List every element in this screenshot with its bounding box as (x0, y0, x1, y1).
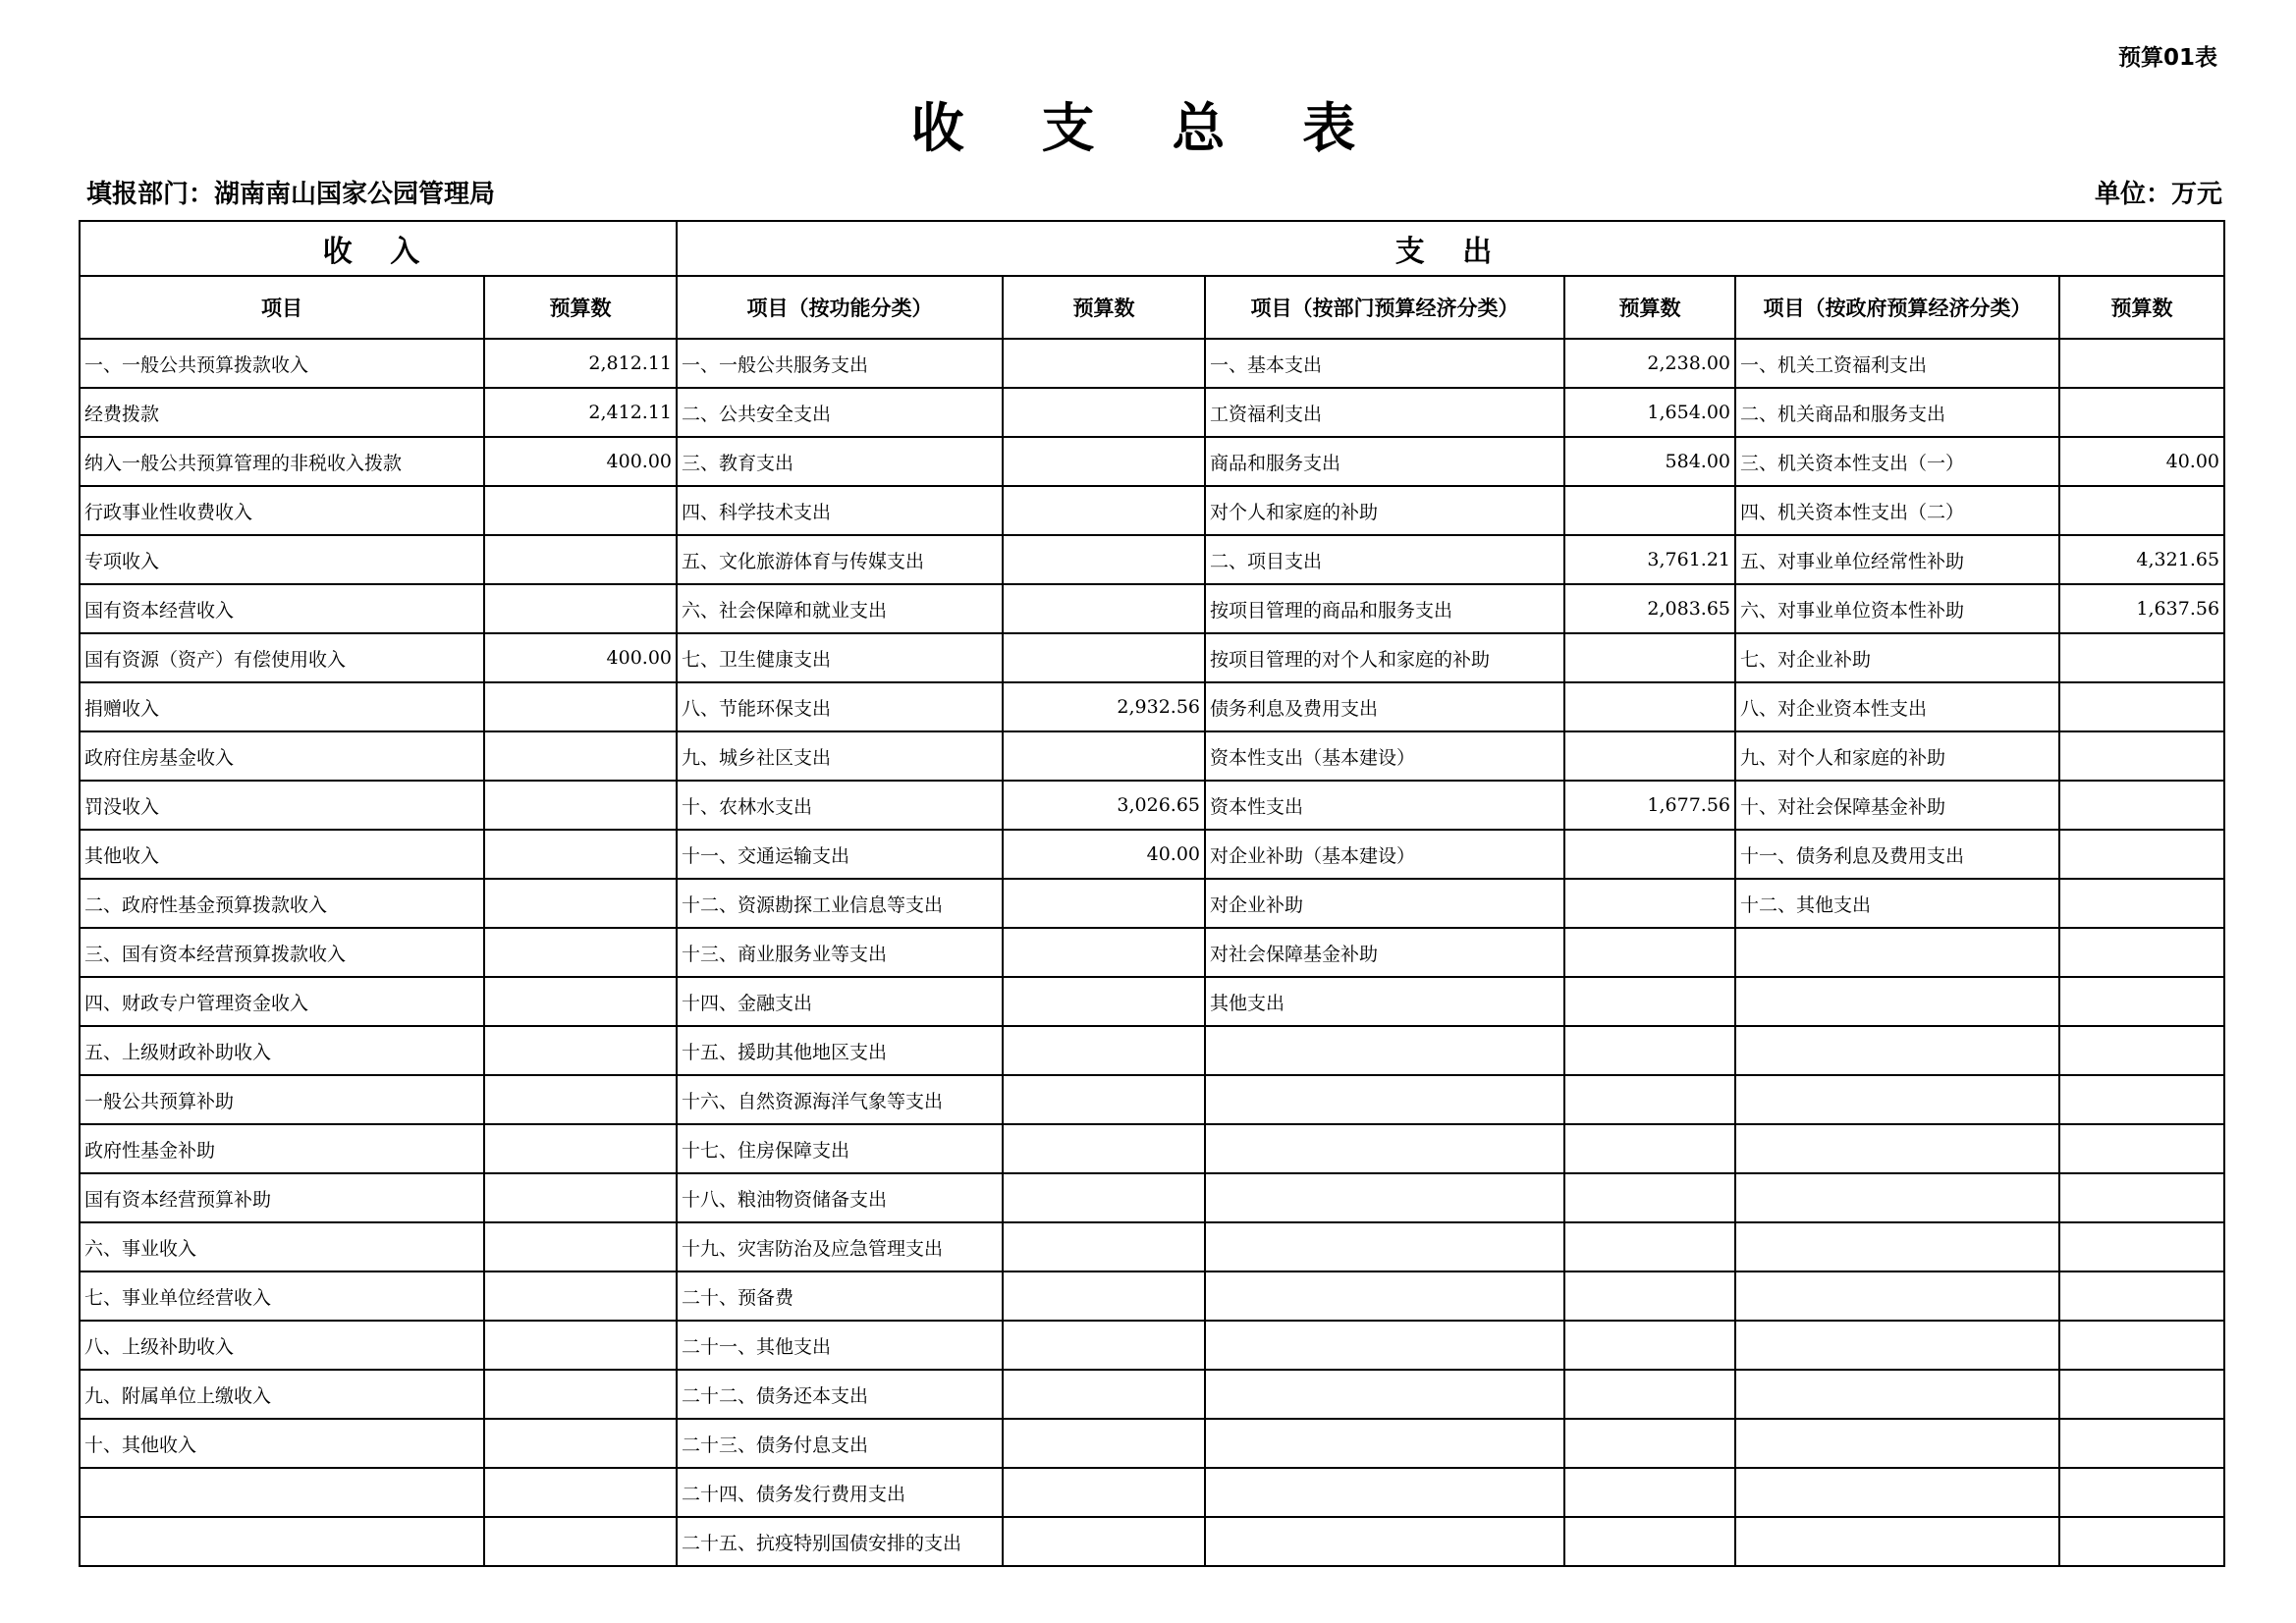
income-item-cell: 国有资源（资产）有偿使用收入 (80, 633, 484, 682)
gov-econ-amount-cell (2059, 731, 2224, 781)
income-amount-cell: 2,812.11 (484, 339, 677, 388)
dept-econ-item-cell: 其他支出 (1205, 977, 1564, 1026)
income-item-cell: 十、其他收入 (80, 1419, 484, 1468)
function-amount-cell (1003, 1468, 1205, 1517)
gov-econ-item-cell: 十二、其他支出 (1735, 879, 2059, 928)
dept-econ-item-cell: 对个人和家庭的补助 (1205, 486, 1564, 535)
gov-econ-item-cell (1735, 1517, 2059, 1566)
function-amount-cell: 3,026.65 (1003, 781, 1205, 830)
table-row (80, 1517, 2224, 1566)
gov-econ-amount-cell (2059, 339, 2224, 388)
income-item-cell: 国有资本经营收入 (80, 584, 484, 633)
income-item-cell: 经费拨款 (80, 388, 484, 437)
income-item-cell: 八、上级补助收入 (80, 1321, 484, 1370)
gov-econ-amount-cell (2059, 682, 2224, 731)
dept-econ-item-cell: 对社会保障基金补助 (1205, 928, 1564, 977)
function-item-cell: 十八、粮油物资储备支出 (677, 1173, 1003, 1222)
gov-econ-amount-cell (2059, 1222, 2224, 1271)
function-item-cell: 十一、交通运输支出 (677, 830, 1003, 879)
dept-econ-item-cell (1205, 1517, 1564, 1566)
table-row (80, 1419, 2224, 1468)
function-amount-cell (1003, 731, 1205, 781)
dept-econ-amount-cell (1564, 682, 1735, 731)
gov-econ-item-cell (1735, 1419, 2059, 1468)
income-amount-cell (484, 1124, 677, 1173)
income-amount-cell (484, 928, 677, 977)
function-amount-cell (1003, 928, 1205, 977)
function-item-cell: 十七、住房保障支出 (677, 1124, 1003, 1173)
function-item-cell: 十五、援助其他地区支出 (677, 1026, 1003, 1075)
dept-econ-amount-cell (1564, 731, 1735, 781)
gov-econ-amount-cell (2059, 879, 2224, 928)
income-item-cell: 捐赠收入 (80, 682, 484, 731)
function-item-cell: 二十二、债务还本支出 (677, 1370, 1003, 1419)
gov-econ-amount-cell (2059, 928, 2224, 977)
gov-econ-item-cell (1735, 1222, 2059, 1271)
income-amount-cell: 400.00 (484, 633, 677, 682)
gov-econ-amount-cell (2059, 1468, 2224, 1517)
dept-econ-amount-cell (1564, 1124, 1735, 1173)
function-item-cell: 一、一般公共服务支出 (677, 339, 1003, 388)
function-amount-cell (1003, 1321, 1205, 1370)
function-item-cell: 十六、自然资源海洋气象等支出 (677, 1075, 1003, 1124)
table-row (80, 339, 2224, 388)
function-item-cell: 二十三、债务付息支出 (677, 1419, 1003, 1468)
table-row (80, 928, 2224, 977)
function-amount-cell (1003, 879, 1205, 928)
gov-econ-amount-cell (2059, 1124, 2224, 1173)
income-amount-cell (484, 584, 677, 633)
function-item-cell: 四、科学技术支出 (677, 486, 1003, 535)
income-item-cell: 一般公共预算补助 (80, 1075, 484, 1124)
gov-econ-item-cell: 十、对社会保障基金补助 (1735, 781, 2059, 830)
gov-econ-item-cell (1735, 928, 2059, 977)
dept-econ-amount-cell (1564, 486, 1735, 535)
table-row (80, 1370, 2224, 1419)
income-item-cell: 政府住房基金收入 (80, 731, 484, 781)
function-item-cell: 六、社会保障和就业支出 (677, 584, 1003, 633)
function-amount-cell (1003, 535, 1205, 584)
gov-econ-amount-cell (2059, 977, 2224, 1026)
gov-econ-item-cell: 三、机关资本性支出（一） (1735, 437, 2059, 486)
income-amount-cell (484, 1026, 677, 1075)
income-amount-cell (484, 830, 677, 879)
income-item-cell (80, 1517, 484, 1566)
function-amount-cell (1003, 1222, 1205, 1271)
table-row (80, 584, 2224, 633)
income-amount-cell (484, 1075, 677, 1124)
function-amount-cell (1003, 339, 1205, 388)
gov-econ-item-cell (1735, 1321, 2059, 1370)
col-header-function-item: 项目（按功能分类） (677, 276, 1003, 339)
income-item-cell: 三、国有资本经营预算拨款收入 (80, 928, 484, 977)
gov-econ-amount-cell (2059, 1271, 2224, 1321)
table-row (80, 1321, 2224, 1370)
dept-econ-amount-cell (1564, 1271, 1735, 1321)
dept-econ-item-cell (1205, 1370, 1564, 1419)
function-amount-cell (1003, 1026, 1205, 1075)
dept-econ-item-cell (1205, 1321, 1564, 1370)
function-item-cell: 十二、资源勘探工业信息等支出 (677, 879, 1003, 928)
table-row (80, 437, 2224, 486)
gov-econ-amount-cell: 40.00 (2059, 437, 2224, 486)
function-amount-cell (1003, 977, 1205, 1026)
gov-econ-item-cell (1735, 1026, 2059, 1075)
function-amount-cell (1003, 1124, 1205, 1173)
table-row (80, 1026, 2224, 1075)
income-item-cell: 四、财政专户管理资金收入 (80, 977, 484, 1026)
gov-econ-item-cell: 九、对个人和家庭的补助 (1735, 731, 2059, 781)
gov-econ-item-cell: 八、对企业资本性支出 (1735, 682, 2059, 731)
table-row (80, 1271, 2224, 1321)
dept-econ-item-cell (1205, 1271, 1564, 1321)
dept-econ-amount-cell (1564, 1075, 1735, 1124)
dept-econ-item-cell (1205, 1419, 1564, 1468)
dept-econ-item-cell (1205, 1173, 1564, 1222)
income-amount-cell (484, 535, 677, 584)
income-amount-cell (484, 781, 677, 830)
col-header-dept-econ-amount: 预算数 (1564, 276, 1735, 339)
gov-econ-item-cell: 七、对企业补助 (1735, 633, 2059, 682)
income-item-cell: 纳入一般公共预算管理的非税收入拨款 (80, 437, 484, 486)
function-amount-cell: 40.00 (1003, 830, 1205, 879)
gov-econ-item-cell (1735, 1370, 2059, 1419)
dept-econ-amount-cell (1564, 977, 1735, 1026)
section-header-row (80, 221, 2224, 276)
gov-econ-item-cell (1735, 1075, 2059, 1124)
function-item-cell: 五、文化旅游体育与传媒支出 (677, 535, 1003, 584)
dept-econ-amount-cell: 584.00 (1564, 437, 1735, 486)
income-item-cell: 行政事业性收费收入 (80, 486, 484, 535)
gov-econ-item-cell: 六、对事业单位资本性补助 (1735, 584, 2059, 633)
function-amount-cell (1003, 388, 1205, 437)
function-item-cell: 九、城乡社区支出 (677, 731, 1003, 781)
function-amount-cell (1003, 437, 1205, 486)
dept-econ-amount-cell (1564, 1370, 1735, 1419)
function-amount-cell (1003, 1370, 1205, 1419)
income-amount-cell: 400.00 (484, 437, 677, 486)
income-item-cell: 二、政府性基金预算拨款收入 (80, 879, 484, 928)
function-item-cell: 二、公共安全支出 (677, 388, 1003, 437)
dept-econ-amount-cell: 2,238.00 (1564, 339, 1735, 388)
function-amount-cell (1003, 486, 1205, 535)
dept-econ-item-cell: 按项目管理的商品和服务支出 (1205, 584, 1564, 633)
gov-econ-amount-cell (2059, 1517, 2224, 1566)
function-amount-cell (1003, 633, 1205, 682)
gov-econ-amount-cell (2059, 830, 2224, 879)
function-item-cell: 二十、预备费 (677, 1271, 1003, 1321)
dept-econ-item-cell (1205, 1468, 1564, 1517)
table-row (80, 781, 2224, 830)
dept-econ-amount-cell (1564, 1173, 1735, 1222)
table-row (80, 1222, 2224, 1271)
function-amount-cell (1003, 1173, 1205, 1222)
function-item-cell: 二十一、其他支出 (677, 1321, 1003, 1370)
dept-econ-item-cell: 工资福利支出 (1205, 388, 1564, 437)
table-row (80, 977, 2224, 1026)
col-header-function-amount: 预算数 (1003, 276, 1205, 339)
gov-econ-item-cell: 四、机关资本性支出（二） (1735, 486, 2059, 535)
dept-econ-amount-cell (1564, 830, 1735, 879)
dept-econ-item-cell (1205, 1124, 1564, 1173)
income-item-cell: 七、事业单位经营收入 (80, 1271, 484, 1321)
income-amount-cell (484, 682, 677, 731)
function-item-cell: 十九、灾害防治及应急管理支出 (677, 1222, 1003, 1271)
income-item-cell: 专项收入 (80, 535, 484, 584)
col-header-income-amount: 预算数 (484, 276, 677, 339)
gov-econ-amount-cell (2059, 1321, 2224, 1370)
income-item-cell: 罚没收入 (80, 781, 484, 830)
income-item-cell: 其他收入 (80, 830, 484, 879)
dept-econ-item-cell: 对企业补助 (1205, 879, 1564, 928)
table-row (80, 486, 2224, 535)
income-amount-cell (484, 879, 677, 928)
table-row (80, 1075, 2224, 1124)
gov-econ-amount-cell (2059, 1419, 2224, 1468)
income-item-cell: 九、附属单位上缴收入 (80, 1370, 484, 1419)
function-item-cell: 十、农林水支出 (677, 781, 1003, 830)
income-amount-cell (484, 1271, 677, 1321)
income-item-cell: 一、一般公共预算拨款收入 (80, 339, 484, 388)
function-item-cell: 二十五、抗疫特别国债安排的支出 (677, 1517, 1003, 1566)
col-header-gov-econ-amount: 预算数 (2059, 276, 2224, 339)
gov-econ-item-cell: 一、机关工资福利支出 (1735, 339, 2059, 388)
function-amount-cell: 2,932.56 (1003, 682, 1205, 731)
page-title: 收 支 总 表 (910, 97, 1386, 159)
dept-econ-amount-cell (1564, 1468, 1735, 1517)
col-header-dept-econ-item: 项目（按部门预算经济分类） (1205, 276, 1564, 339)
function-item-cell: 二十四、债务发行费用支出 (677, 1468, 1003, 1517)
dept-econ-amount-cell (1564, 1419, 1735, 1468)
table-row (80, 535, 2224, 584)
reporting-department: 填报部门：湖南南山国家公园管理局 (86, 180, 496, 209)
dept-econ-item-cell: 资本性支出 (1205, 781, 1564, 830)
dept-econ-amount-cell: 2,083.65 (1564, 584, 1735, 633)
gov-econ-amount-cell (2059, 1173, 2224, 1222)
table-row (80, 682, 2224, 731)
income-amount-cell (484, 1517, 677, 1566)
function-item-cell: 十四、金融支出 (677, 977, 1003, 1026)
gov-econ-item-cell (1735, 1173, 2059, 1222)
gov-econ-amount-cell: 4,321.65 (2059, 535, 2224, 584)
function-item-cell: 八、节能环保支出 (677, 682, 1003, 731)
dept-econ-item-cell: 一、基本支出 (1205, 339, 1564, 388)
income-item-cell (80, 1468, 484, 1517)
col-header-income-item: 项目 (80, 276, 484, 339)
gov-econ-amount-cell (2059, 1026, 2224, 1075)
gov-econ-amount-cell (2059, 633, 2224, 682)
col-header-gov-econ-item: 项目（按政府预算经济分类） (1735, 276, 2059, 339)
gov-econ-amount-cell (2059, 388, 2224, 437)
dept-econ-amount-cell (1564, 879, 1735, 928)
dept-econ-amount-cell (1564, 928, 1735, 977)
income-amount-cell (484, 1468, 677, 1517)
gov-econ-item-cell (1735, 1468, 2059, 1517)
gov-econ-item-cell: 二、机关商品和服务支出 (1735, 388, 2059, 437)
gov-econ-amount-cell (2059, 1075, 2224, 1124)
income-amount-cell: 2,412.11 (484, 388, 677, 437)
gov-econ-amount-cell: 1,637.56 (2059, 584, 2224, 633)
dept-econ-amount-cell (1564, 1321, 1735, 1370)
dept-econ-amount-cell (1564, 1222, 1735, 1271)
function-amount-cell (1003, 584, 1205, 633)
income-item-cell: 六、事业收入 (80, 1222, 484, 1271)
income-amount-cell (484, 977, 677, 1026)
function-amount-cell (1003, 1271, 1205, 1321)
dept-econ-amount-cell (1564, 1026, 1735, 1075)
gov-econ-item-cell (1735, 977, 2059, 1026)
dept-econ-amount-cell (1564, 633, 1735, 682)
gov-econ-amount-cell (2059, 781, 2224, 830)
unit-label: 单位：万元 (2094, 180, 2222, 209)
income-section-header: 收 入 (80, 221, 677, 276)
gov-econ-amount-cell (2059, 486, 2224, 535)
dept-econ-item-cell (1205, 1026, 1564, 1075)
table-row (80, 1173, 2224, 1222)
gov-econ-item-cell: 五、对事业单位经常性补助 (1735, 535, 2059, 584)
column-header-row (80, 276, 2224, 339)
dept-econ-item-cell: 资本性支出（基本建设） (1205, 731, 1564, 781)
function-amount-cell (1003, 1075, 1205, 1124)
income-expense-table (79, 220, 2225, 1567)
function-amount-cell (1003, 1419, 1205, 1468)
table-row (80, 1468, 2224, 1517)
income-amount-cell (484, 1173, 677, 1222)
dept-econ-item-cell: 对企业补助（基本建设） (1205, 830, 1564, 879)
gov-econ-amount-cell (2059, 1370, 2224, 1419)
income-amount-cell (484, 1370, 677, 1419)
income-amount-cell (484, 1321, 677, 1370)
dept-econ-item-cell (1205, 1075, 1564, 1124)
function-item-cell: 三、教育支出 (677, 437, 1003, 486)
table-row (80, 731, 2224, 781)
table-row (80, 1124, 2224, 1173)
dept-econ-item-cell: 按项目管理的对个人和家庭的补助 (1205, 633, 1564, 682)
income-item-cell: 五、上级财政补助收入 (80, 1026, 484, 1075)
gov-econ-item-cell (1735, 1124, 2059, 1173)
function-amount-cell (1003, 1517, 1205, 1566)
dept-econ-amount-cell (1564, 1517, 1735, 1566)
income-item-cell: 政府性基金补助 (80, 1124, 484, 1173)
dept-econ-item-cell (1205, 1222, 1564, 1271)
income-amount-cell (484, 731, 677, 781)
table-row (80, 830, 2224, 879)
dept-econ-amount-cell: 1,677.56 (1564, 781, 1735, 830)
gov-econ-item-cell (1735, 1271, 2059, 1321)
function-item-cell: 十三、商业服务业等支出 (677, 928, 1003, 977)
table-row (80, 633, 2224, 682)
dept-econ-item-cell: 商品和服务支出 (1205, 437, 1564, 486)
income-amount-cell (484, 1419, 677, 1468)
income-amount-cell (484, 486, 677, 535)
gov-econ-item-cell: 十一、债务利息及费用支出 (1735, 830, 2059, 879)
table-row (80, 879, 2224, 928)
dept-econ-item-cell: 债务利息及费用支出 (1205, 682, 1564, 731)
dept-econ-item-cell: 二、项目支出 (1205, 535, 1564, 584)
table-row (80, 388, 2224, 437)
form-number: 预算01表 (2117, 45, 2217, 71)
income-amount-cell (484, 1222, 677, 1271)
dept-econ-amount-cell: 1,654.00 (1564, 388, 1735, 437)
dept-econ-amount-cell: 3,761.21 (1564, 535, 1735, 584)
income-item-cell: 国有资本经营预算补助 (80, 1173, 484, 1222)
function-item-cell: 七、卫生健康支出 (677, 633, 1003, 682)
expense-section-header: 支 出 (677, 221, 2224, 276)
